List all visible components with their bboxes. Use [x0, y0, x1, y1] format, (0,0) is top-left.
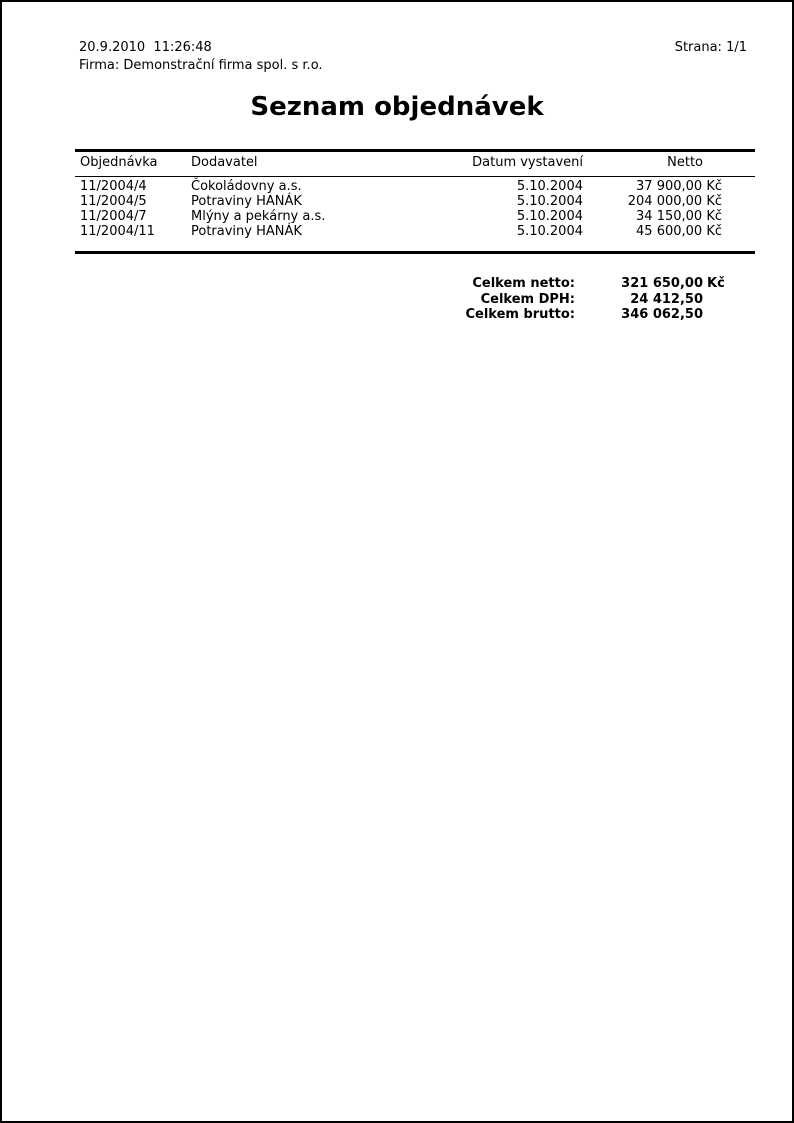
table-header-rule: [75, 176, 755, 177]
report-datetime: 20.9.2010 11:26:48: [79, 40, 212, 55]
cell-order: 11/2004/11: [80, 224, 155, 239]
cell-date: 5.10.2004: [516, 224, 583, 239]
report-title: Seznam objednávek: [250, 92, 544, 122]
total-row-netto: [2, 276, 792, 291]
table-header-row: [2, 155, 792, 170]
cell-order: 11/2004/7: [80, 209, 147, 224]
table-row: [2, 179, 792, 194]
total-label: Celkem brutto:: [465, 307, 575, 322]
cell-supplier: Potraviny HANÁK: [191, 224, 302, 239]
total-amount: 346 062,50: [621, 307, 703, 322]
cell-supplier: Čokoládovny a.s.: [191, 179, 302, 194]
total-row-brutto: [2, 307, 792, 322]
column-header-order: Objednávka: [80, 155, 158, 170]
report-company-line: Firma: Demonstrační firma spol. s r.o.: [79, 58, 323, 73]
column-header-netto: Netto: [667, 155, 703, 170]
cell-date: 5.10.2004: [516, 209, 583, 224]
table-top-rule: [75, 149, 755, 152]
table-bottom-rule: [75, 251, 755, 254]
total-currency: Kč: [707, 276, 725, 291]
cell-date: 5.10.2004: [516, 179, 583, 194]
table-row: [2, 194, 792, 209]
column-header-date: Datum vystavení: [472, 155, 583, 170]
total-label: Celkem DPH:: [480, 292, 575, 307]
cell-supplier: Potraviny HANÁK: [191, 194, 302, 209]
column-header-supplier: Dodavatel: [191, 155, 258, 170]
cell-date: 5.10.2004: [516, 194, 583, 209]
total-amount: 321 650,00: [621, 276, 703, 291]
total-row-dph: [2, 292, 792, 307]
cell-netto: 204 000,00 Kč: [627, 194, 722, 209]
cell-order: 11/2004/5: [80, 194, 147, 209]
cell-supplier: Mlýny a pekárny a.s.: [191, 209, 326, 224]
cell-netto: 45 600,00 Kč: [636, 224, 722, 239]
total-amount: 24 412,50: [630, 292, 703, 307]
total-label: Celkem netto:: [472, 276, 575, 291]
table-row: [2, 224, 792, 239]
cell-netto: 37 900,00 Kč: [636, 179, 722, 194]
page-number-label: Strana: 1/1: [674, 40, 747, 55]
cell-order: 11/2004/4: [80, 179, 147, 194]
table-row: [2, 209, 792, 224]
cell-netto: 34 150,00 Kč: [636, 209, 722, 224]
